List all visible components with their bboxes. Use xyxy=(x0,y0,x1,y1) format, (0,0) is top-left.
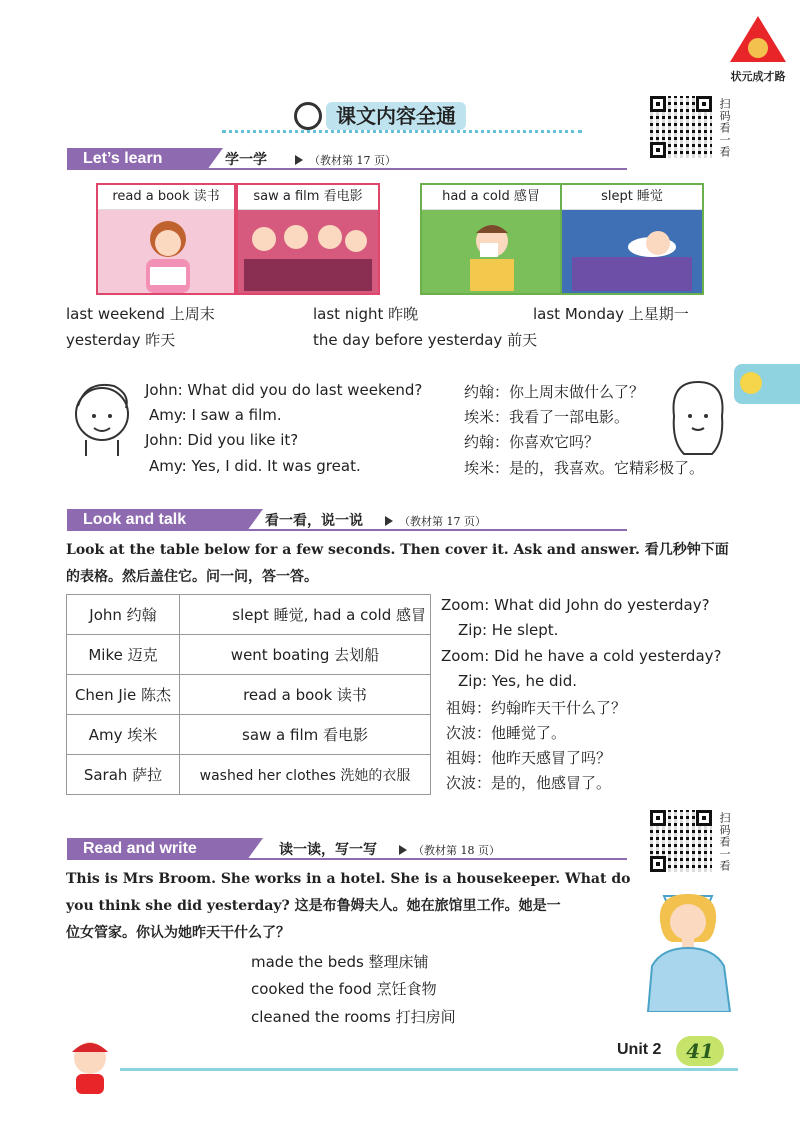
read-and-write-tab: Read and write xyxy=(67,838,247,860)
dialogue-line-cn: 埃米：是的，我喜欢。它精彩极了。 xyxy=(464,459,705,477)
table-row: John 约翰 slept 睡觉, had a cold 感冒 xyxy=(67,595,431,635)
dialogue-line-en: Amy: I saw a film. xyxy=(149,406,282,424)
table-row: Amy 埃米 saw a film 看电影 xyxy=(67,715,431,755)
picture-saw-a-film xyxy=(236,183,380,295)
picture-caption: saw a film 看电影 xyxy=(238,185,378,210)
banner-dots xyxy=(222,130,582,133)
brand-logo xyxy=(728,14,788,83)
talk-line-en: Zoom: Did he have a cold yesterday? xyxy=(441,647,722,665)
talk-line-en: Zip: He slept. xyxy=(458,621,559,639)
brand-name: 状元成才路 xyxy=(730,70,786,83)
table-row: Chen Jie 陈杰 read a book 读书 xyxy=(67,675,431,715)
girl-reading-icon xyxy=(128,215,208,293)
lets-learn-tab: Let’s learn xyxy=(67,148,207,170)
dialogue-line-en: John: What did you do last weekend? xyxy=(145,381,423,399)
talk-line-en: Zoom: What did John do yesterday? xyxy=(441,596,710,614)
housework-item: cooked the food 烹饪食物 xyxy=(251,980,437,998)
picture-had-a-cold xyxy=(420,183,562,295)
qr-label-top: 扫码看一看 xyxy=(718,98,731,158)
lets-learn-ref: （教材第 17 页） xyxy=(295,152,396,168)
brand-triangle-icon xyxy=(728,14,788,64)
talk-line-cn: 祖姆：约翰昨天干什么了？ xyxy=(446,699,627,717)
boy-sneezing-icon xyxy=(442,219,542,291)
page-number: 41 xyxy=(686,1039,714,1063)
lets-learn-cn: 学一学 xyxy=(225,152,267,168)
monster-icon xyxy=(740,372,762,394)
look-and-talk-header xyxy=(67,509,627,531)
talk-line-cn: 祖姆：他昨天感冒了吗？ xyxy=(446,749,612,767)
qr-code-top[interactable] xyxy=(650,96,712,158)
housework-item: cleaned the rooms 打扫房间 xyxy=(251,1008,456,1026)
dialogue-line-cn: 约翰：你喜欢它吗？ xyxy=(464,433,600,451)
look-and-talk-ref: （教材第 17 页） xyxy=(385,513,486,529)
housekeeper-icon xyxy=(634,880,742,1012)
table-row: Mike 迈克 went boating 去划船 xyxy=(67,635,431,675)
banner xyxy=(222,100,582,136)
qr-label-bottom: 扫码看一看 xyxy=(718,812,731,872)
mascot-icon xyxy=(60,1034,120,1094)
read-and-write-ref: （教材第 18 页） xyxy=(399,842,500,858)
look-and-talk-instruction: Look at the table below for a few seconds. Then cover it. Ask and answer. 看几秒钟下面 的表格。然后盖住它。问一问，答一答。 xyxy=(66,542,729,585)
play-icon xyxy=(399,845,407,855)
picture-read-a-book xyxy=(96,183,236,295)
vocab-day-before-yesterday: the day before yesterday 前天 xyxy=(313,331,538,349)
read-and-write-text: This is Mrs Broom. She works in a hotel. She is a housekeeper. What do you think she did yesterday? 这是布鲁姆夫人。她在旅馆里工作。她是一 位女管家。你认为她昨天干什么了？ xyxy=(66,871,631,941)
qr-code-bottom[interactable] xyxy=(650,810,712,872)
activity-table xyxy=(66,594,431,795)
unit-label: Unit 2 xyxy=(617,1041,662,1058)
page-number-badge xyxy=(676,1036,724,1066)
boy-sleeping-icon xyxy=(572,223,692,291)
footer-line xyxy=(120,1068,738,1071)
banner-title-text: 课文内容全通 xyxy=(336,104,456,128)
amy-avatar xyxy=(664,376,732,460)
read-and-write-cn: 读一读，写一写 xyxy=(279,842,377,858)
kids-cinema-icon xyxy=(244,219,372,291)
vocab-yesterday: yesterday 昨天 xyxy=(66,331,176,349)
play-icon xyxy=(295,155,303,165)
housework-item: made the beds 整理床铺 xyxy=(251,953,429,971)
look-and-talk-cn: 看一看，说一说 xyxy=(265,513,363,529)
side-tab xyxy=(734,364,800,404)
read-and-write-header xyxy=(67,838,627,860)
picture-caption: had a cold 感冒 xyxy=(422,185,560,210)
play-icon xyxy=(385,516,393,526)
panda-icon xyxy=(294,102,322,130)
talk-line-en: Zip: Yes, he did. xyxy=(458,672,578,690)
dialogue-line-cn: 埃米：我看了一部电影。 xyxy=(464,408,630,426)
talk-line-cn: 次波：是的，他感冒了。 xyxy=(446,774,612,792)
vocab-last-night: last night 昨晚 xyxy=(313,305,419,323)
picture-caption: read a book 读书 xyxy=(98,185,234,210)
dialogue-line-en: John: Did you like it? xyxy=(145,431,299,449)
talk-line-cn: 次波：他睡觉了。 xyxy=(446,724,567,742)
lets-learn-header xyxy=(67,148,627,170)
dialogue-line-en: Amy: Yes, I did. It was great. xyxy=(149,457,361,475)
vocab-last-monday: last Monday 上星期一 xyxy=(533,305,689,323)
table-row: Sarah 萨拉 washed her clothes 洗她的衣服 xyxy=(67,755,431,795)
vocab-last-weekend: last weekend 上周末 xyxy=(66,305,215,323)
dialogue-line-cn: 约翰：你上周末做什么了？ xyxy=(464,383,645,401)
banner-title xyxy=(326,102,466,130)
john-avatar xyxy=(66,378,136,458)
picture-caption: slept 睡觉 xyxy=(562,185,702,210)
picture-slept xyxy=(560,183,704,295)
look-and-talk-tab: Look and talk xyxy=(67,509,247,531)
